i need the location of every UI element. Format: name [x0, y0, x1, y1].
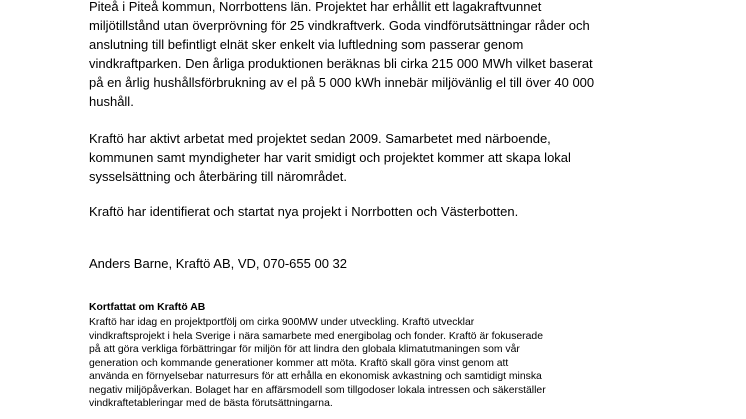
- paragraph-project-description: [89, 0, 594, 111]
- text-line: Kraftö har idag en projektportfölj om cirka 900MW under utveckling. Kraftö utvecklar: [89, 317, 475, 328]
- text-line: använda en förnyelsebar naturresurs för att erhålla en ekonomisk avkastning och samtidigt minska: [89, 371, 542, 382]
- paragraph-new-projects: [89, 202, 518, 221]
- contact-signature: [89, 254, 347, 273]
- text-line: kommunen samt myndigheter har varit smidigt och projektet kommer att skapa lokal: [89, 150, 571, 165]
- text-line: vindkraftsprojekt i hela Sverige i nära samarbete med energibolag och fonder. Kraftö är fokuserade: [89, 330, 543, 342]
- text-line: på en årlig hushållsförbrukning av el på 5 000 kWh innebär miljövänlig el till över 40 000: [89, 75, 595, 90]
- text-line: negativ miljöpåverkan. Bolaget har en affärsmodell som tillgodoser lokala intressen och säkerställer: [89, 384, 546, 396]
- text-line: hushåll.: [89, 94, 134, 109]
- about-section-text: [89, 316, 546, 411]
- about-section-title: Kortfattat om Kraftö AB: [89, 302, 206, 313]
- text-line: Kraftö har identifierat och startat nya projekt i Norrbotten och Västerbotten.: [89, 204, 519, 219]
- text-line: Kraftö har aktivt arbetat med projektet sedan 2009. Samarbetet med närboende,: [89, 131, 551, 146]
- text-line: på att göra verkliga förbättringar för miljön för att lindra den globala klimatutmaningen som vår: [89, 344, 520, 355]
- paragraph-collaboration: [89, 129, 571, 186]
- text-line: Piteå i Piteå kommun, Norrbottens län. Projektet har erhållit ett lagakraftvunnet: [89, 0, 542, 14]
- signature-text: Anders Barne, Kraftö AB, VD, 070-655 00 32: [89, 256, 347, 271]
- text-line: vindkraftparken. Den årliga produktionen beräknas bli cirka 215 000 MWh vilket baserat: [89, 56, 593, 71]
- text-line: miljötillstånd utan överprövning för 25 vindkraftverk. Goda vindförutsättningar råder och: [89, 18, 590, 33]
- text-line: anslutning till befintligt elnät sker enkelt via luftledning som passerar genom: [89, 37, 524, 52]
- text-line: sysselsättning och återbäring till närområdet.: [89, 169, 347, 184]
- text-line: generation och kommande generationer kommer att möta. Kraftö skall göra vinst genom att: [89, 357, 509, 369]
- text-line: vindkraftetableringar med de bästa förutsättningarna.: [89, 398, 333, 409]
